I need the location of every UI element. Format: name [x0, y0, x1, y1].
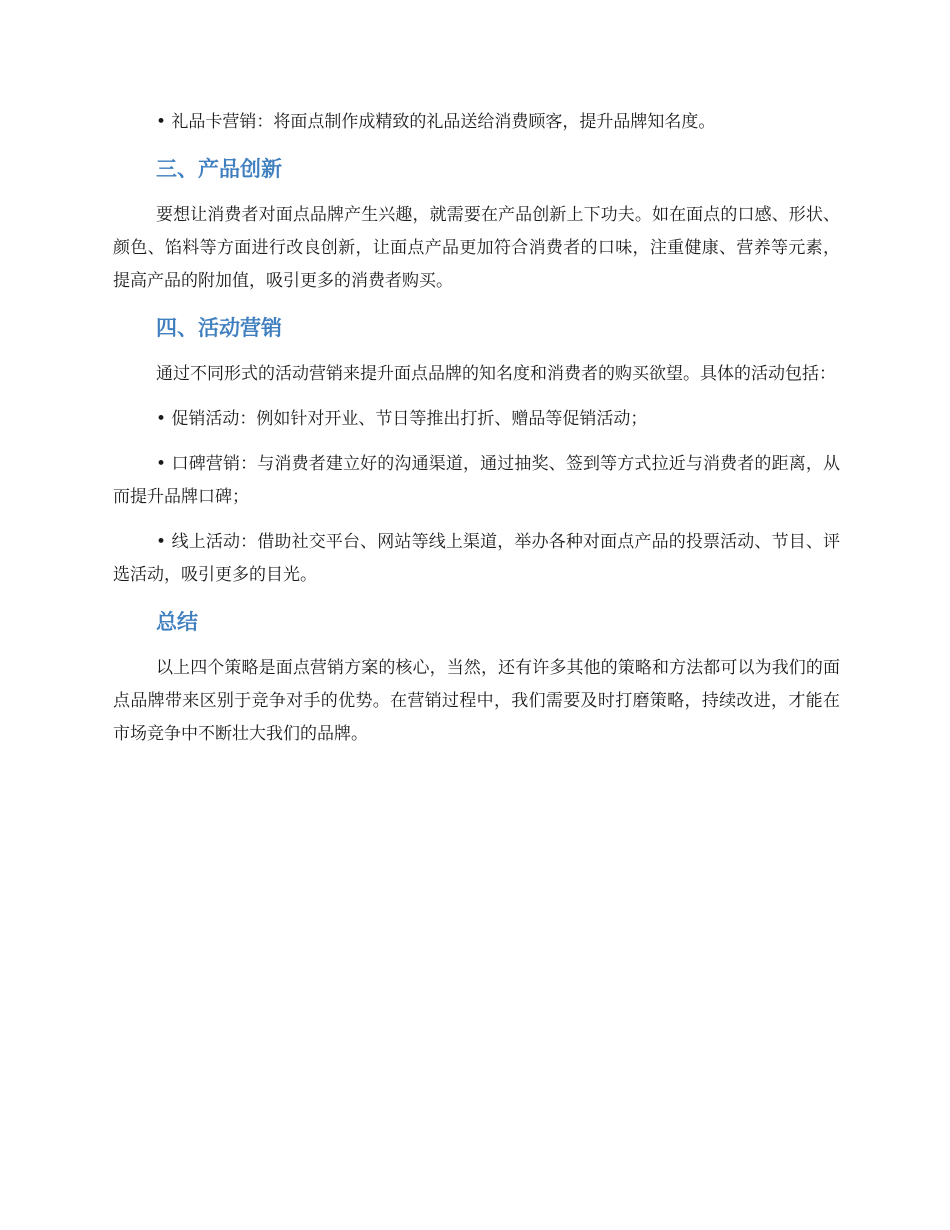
paragraph-event-marketing: 通过不同形式的活动营销来提升面点品牌的知名度和消费者的购买欲望。具体的活动包括：: [156, 364, 836, 384]
bullet-promotion: • 促销活动：例如针对开业、节日等推出打折、赠品等促销活动；: [156, 409, 648, 429]
bullet-word-of-mouth: • 口碑营销：与消费者建立好的沟通渠道，通过抽奖、签到等方式拉近与消费者的距离，从而提升品牌口碑；: [113, 454, 840, 507]
document-page: [113, 106, 840, 751]
paragraph-product-innovation: 要想让消费者对面点品牌产生兴趣，就需要在产品创新上下功夫。如在面点的口感、形状、颜色、馅料等方面进行改良创新，让面点产品更加符合消费者的口味，注重健康、营养等元素，提高产品的附加值，吸引更多的消费者购买。: [113, 205, 840, 291]
heading-summary: 总结: [156, 610, 198, 634]
bullet-gift-card-marketing: • 礼品卡营销：将面点制作成精致的礼品送给消费顾客，提升品牌知名度。: [156, 112, 716, 132]
bullet-online-activities: • 线上活动：借助社交平台、网站等线上渠道，举办各种对面点产品的投票活动、节目、评选活动，吸引更多的目光。: [113, 532, 840, 585]
heading-event-marketing: 四、活动营销: [156, 316, 282, 340]
heading-product-innovation: 三、产品创新: [156, 157, 282, 181]
paragraph-summary: 以上四个策略是面点营销方案的核心，当然，还有许多其他的策略和方法都可以为我们的面点品牌带来区别于竞争对手的优势。在营销过程中，我们需要及时打磨策略，持续改进，才能在市场竞争中不断壮大我们的品牌。: [113, 658, 840, 744]
